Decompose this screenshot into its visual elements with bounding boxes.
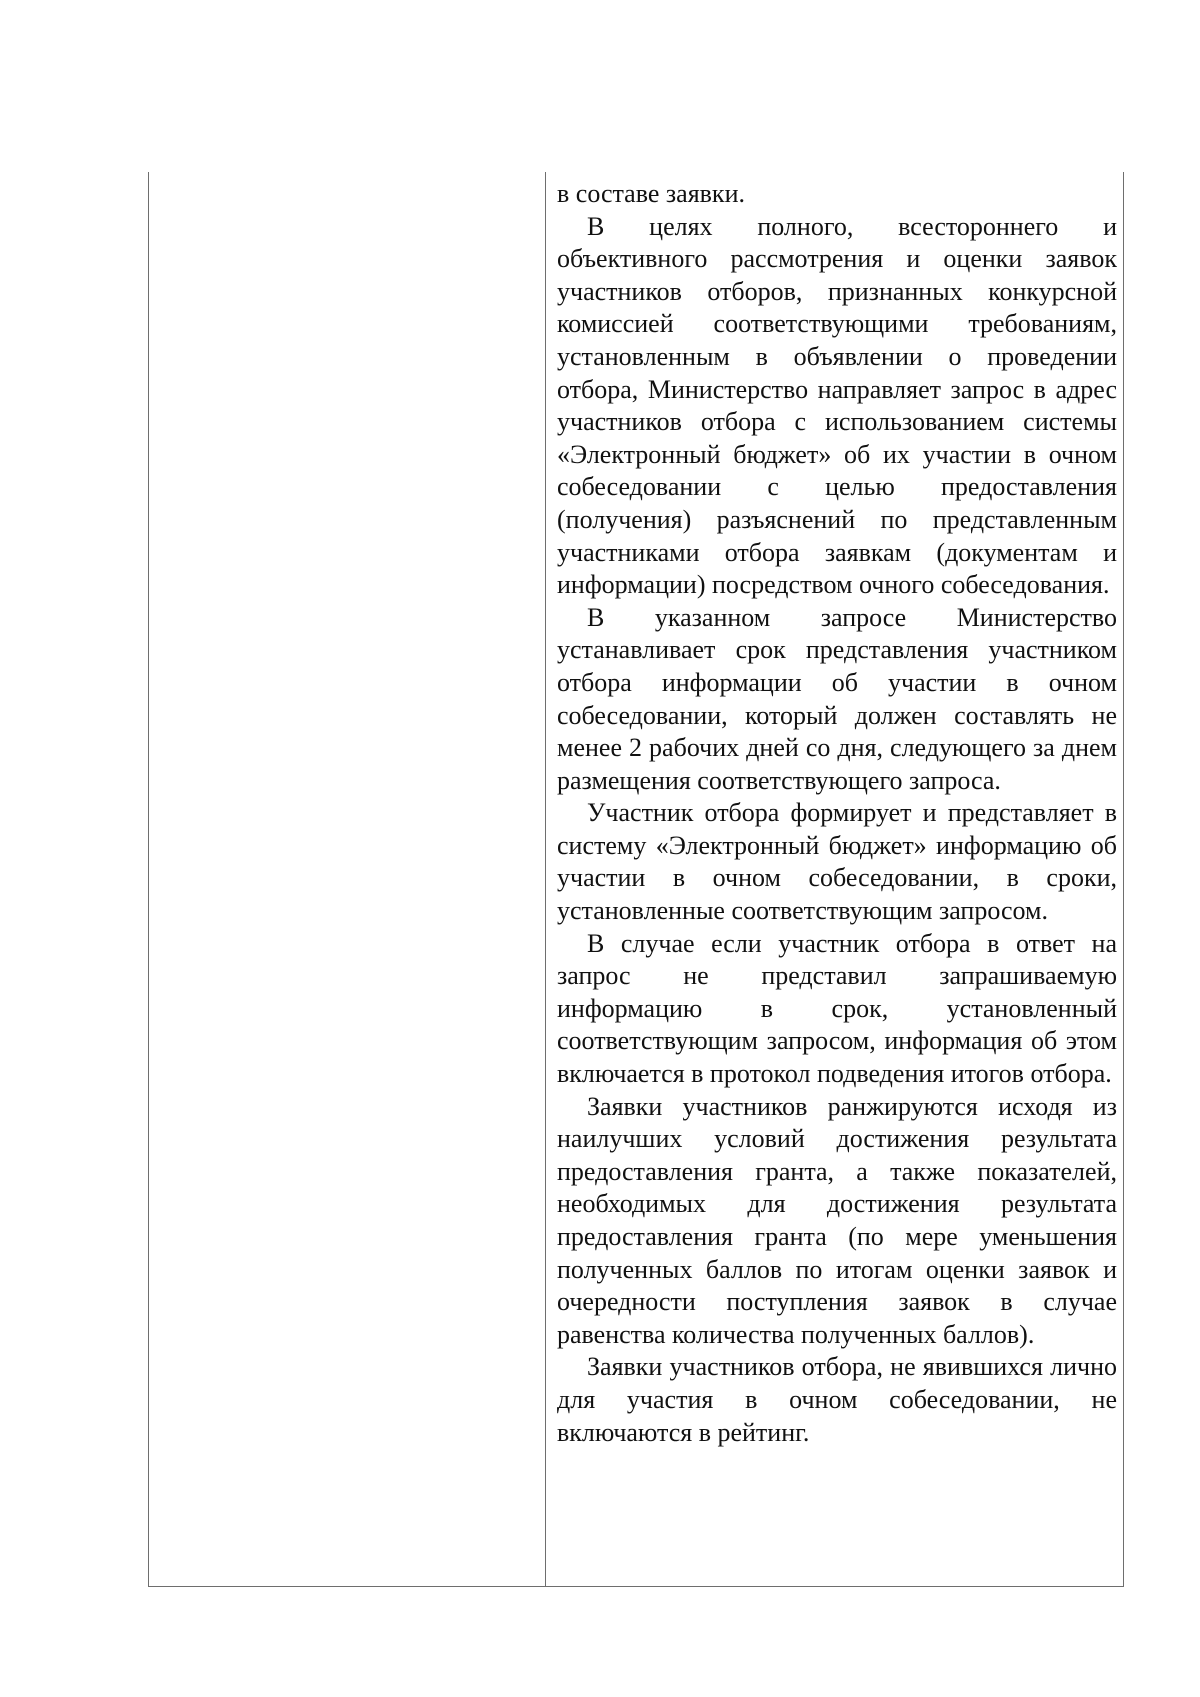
paragraph-no-response: В случае если участник отбора в ответ на запрос не представил запрашиваемую информацию в срок, установленный соответствующим запросом, информация об этом включается в протокол подведения итогов отбора. [557,928,1117,1089]
document-table [148,172,1124,1587]
table-column-divider [545,172,546,1587]
table-border-bottom [148,1586,1124,1587]
paragraph-absent-participants: Заявки участников отбора, не явившихся лично для участия в очном собеседовании, не включаются в рейтинг. [557,1352,1117,1447]
paragraph-ranking: Заявки участников ранжируются исходя из наилучших условий достижения результата предоставления гранта, а также показателей, необходимых для достижения результата предоставления гранта (по мере уменьшения полученных баллов по итогам оценки заявок и очередности поступления заявок в случае равенства количества полученных баллов). [557,1091,1117,1349]
paragraph-request-deadline: В указанном запросе Министерство устанавливает срок представления участником отбора информации об участии в очном собеседовании, который должен составлять не менее 2 рабочих дней со дня, следующего за днем размещения соответствующего запроса. [557,602,1117,795]
table-border-right [1123,172,1124,1587]
paragraph-interview-request: В целях полного, всестороннего и объективного рассмотрения и оценки заявок участников отборов, признанных конкурсной комиссией соответствующими требованиям, установленным в объявлении о проведении отбора, Министерство направляет запрос в адрес участников отбора с использованием системы «Электронный бюджет» об их участии в очном собеседовании с целью предоставления (получения) разъяснений по представленным участниками отбора заявкам (документам и информации) посредством очного собеседования. [557,211,1117,600]
paragraph-continuation: в составе заявки. [557,179,745,208]
paragraph-participant-response: Участник отбора формирует и представляет в систему «Электронный бюджет» информацию об участии в очном собеседовании, в сроки, установленные соответствующим запросом. [557,798,1117,926]
table-cell-left-empty [149,172,545,1586]
table-cell-right-text [557,178,1117,1449]
